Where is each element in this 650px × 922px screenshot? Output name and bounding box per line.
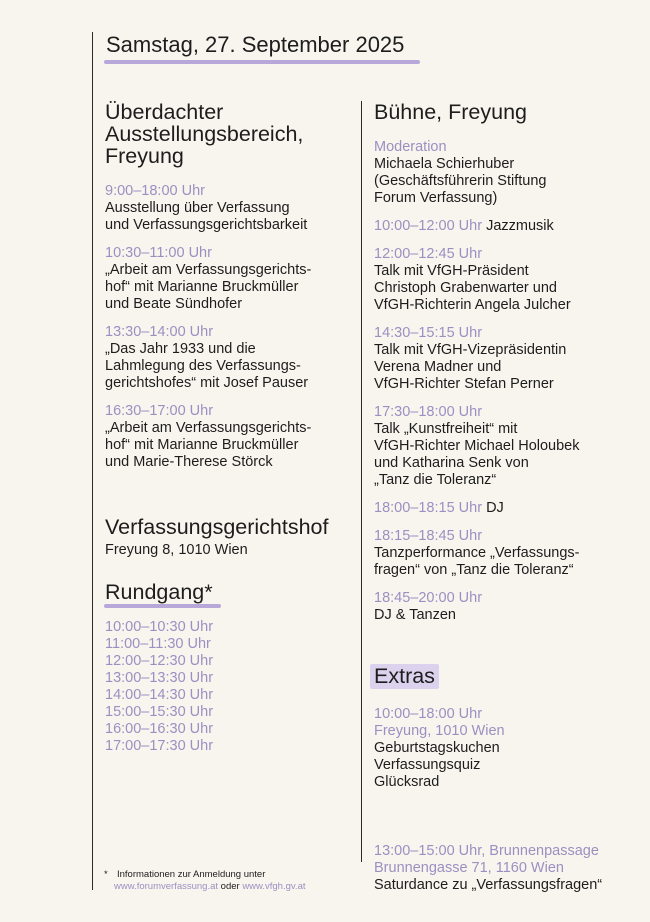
entry-line: „Arbeit am Verfassungsgerichts- xyxy=(105,262,312,278)
footnote-text: Informationen zur Anmeldung unter xyxy=(116,869,266,880)
rundgang-time: 12:00–12:30 Uhr xyxy=(105,653,214,669)
saturdance-location: Brunnengasse 71, 1160 Wien xyxy=(374,860,564,876)
section-title-line: Freyung xyxy=(105,144,184,168)
program-entry xyxy=(374,218,636,235)
footnote-link-forumverfassung[interactable]: www.forumverfassung.at xyxy=(114,881,219,892)
saturdance-text: Saturdance zu „Verfassungsfragen“ xyxy=(374,877,603,893)
extras-title: Extras xyxy=(370,664,439,689)
entry-line: Talk mit VfGH-Präsident xyxy=(374,263,529,279)
saturdance-time: 13:00–15:00 Uhr, Brunnenpassage xyxy=(374,843,599,859)
entry-time: 18:00–18:15 Uhr xyxy=(374,500,483,516)
program-entry xyxy=(374,404,636,489)
section-title-ausstellung xyxy=(105,101,355,167)
entry-line: hof“ mit Marianne Bruckmüller xyxy=(105,437,299,453)
extras-title-wrap xyxy=(374,664,439,689)
entry-line: VfGH-Richter Stefan Perner xyxy=(374,376,554,392)
entry-line: Talk mit VfGH-Vizepräsidentin xyxy=(374,342,567,358)
entry-time: 18:15–18:45 Uhr xyxy=(374,528,483,544)
rundgang-list xyxy=(105,619,213,755)
entry-time: 9:00–18:00 Uhr xyxy=(105,183,205,199)
entry-line: „Arbeit am Verfassungsgerichts- xyxy=(105,420,312,436)
left-column xyxy=(105,101,355,482)
entry-inline-text: Jazzmusik xyxy=(486,218,554,234)
extras-block xyxy=(374,706,505,791)
program-entry xyxy=(105,245,355,313)
entry-line: Ausstellung über Verfassung xyxy=(105,200,290,216)
extras-item: Geburtstagskuchen xyxy=(374,740,500,756)
entry-line: gerichtshofes“ mit Josef Pauser xyxy=(105,375,309,391)
entry-line: „Tanz die Toleranz“ xyxy=(374,472,497,488)
vfgh-address: Freyung 8, 1010 Wien xyxy=(105,542,248,558)
entry-line: Verena Madner und xyxy=(374,359,502,375)
entry-line: und Beate Sündhofer xyxy=(105,296,243,312)
rundgang-time: 11:00–11:30 Uhr xyxy=(105,636,211,652)
moderation-line: Michaela Schierhuber xyxy=(374,156,515,172)
rundgang-time: 15:00–15:30 Uhr xyxy=(105,704,214,720)
saturdance-block xyxy=(374,843,602,894)
entry-line: hof“ mit Marianne Bruckmüller xyxy=(105,279,299,295)
entry-time: 12:00–12:45 Uhr xyxy=(374,246,483,262)
rundgang-time: 14:00–14:30 Uhr xyxy=(105,687,214,703)
program-entry xyxy=(374,325,636,393)
footnote-link-vfgh[interactable]: www.vfgh.gv.at xyxy=(242,881,306,892)
program-entry xyxy=(105,183,355,234)
vfgh-title: Verfassungsgerichtshof xyxy=(105,515,329,539)
rundgang-time: 16:00–16:30 Uhr xyxy=(105,721,214,737)
moderation-line: (Geschäftsführerin Stiftung xyxy=(374,173,547,189)
column-divider xyxy=(361,101,362,862)
extras-location: Freyung, 1010 Wien xyxy=(374,723,505,739)
entry-line: Christoph Grabenwarter und xyxy=(374,280,557,296)
entry-line: Talk „Kunstfreiheit“ mit xyxy=(374,421,518,437)
entry-line: fragen“ von „Tanz die Toleranz“ xyxy=(374,562,574,578)
moderation-block xyxy=(374,139,636,207)
rundgang-time: 17:00–17:30 Uhr xyxy=(105,738,214,754)
moderation-label: Moderation xyxy=(374,139,447,155)
entry-inline-text: DJ xyxy=(486,500,504,516)
entry-line: DJ & Tanzen xyxy=(374,607,456,623)
left-margin-rule xyxy=(92,32,93,890)
entry-line: VfGH-Richterin Angela Julcher xyxy=(374,297,571,313)
extras-item: Glücksrad xyxy=(374,774,440,790)
entry-time: 18:45–20:00 Uhr xyxy=(374,590,483,606)
entry-time: 13:30–14:00 Uhr xyxy=(105,324,214,340)
moderation-line: Forum Verfassung) xyxy=(374,190,498,206)
entry-time: 10:00–12:00 Uhr xyxy=(374,218,483,234)
footnote-or: oder xyxy=(220,881,240,892)
footnote xyxy=(104,869,306,893)
program-entry xyxy=(374,500,636,517)
extras-item: Verfassungsquiz xyxy=(374,757,481,773)
right-column xyxy=(374,101,636,635)
entry-line: Tanzperformance „Verfassungs- xyxy=(374,545,580,561)
entry-line: und Katharina Senk von xyxy=(374,455,529,471)
entry-line: „Das Jahr 1933 und die xyxy=(105,341,256,357)
section-title-line: Ausstellungsbereich, xyxy=(105,122,304,146)
program-entry xyxy=(374,590,636,624)
rundgang-time: 10:00–10:30 Uhr xyxy=(105,619,214,635)
footnote-marker: * xyxy=(104,869,108,880)
entry-time: 17:30–18:00 Uhr xyxy=(374,404,483,420)
extras-time: 10:00–18:00 Uhr xyxy=(374,706,483,722)
entry-time: 14:30–15:15 Uhr xyxy=(374,325,483,341)
rundgang-underline xyxy=(104,604,221,608)
program-entry xyxy=(105,324,355,392)
program-entry xyxy=(374,246,636,314)
program-entry xyxy=(105,403,355,471)
program-entry xyxy=(374,528,636,579)
entry-time: 10:30–11:00 Uhr xyxy=(105,245,212,261)
entry-line: und Marie-Therese Störck xyxy=(105,454,273,470)
rundgang-title: Rundgang* xyxy=(105,580,213,604)
section-title-buehne: Bühne, Freyung xyxy=(374,100,527,124)
section-title-line: Überdachter xyxy=(105,100,224,124)
rundgang-time: 13:00–13:30 Uhr xyxy=(105,670,214,686)
date-heading: Samstag, 27. September 2025 xyxy=(106,32,405,57)
entry-time: 16:30–17:00 Uhr xyxy=(105,403,214,419)
entry-line: Lahmlegung des Verfassungs- xyxy=(105,358,301,374)
entry-line: und Verfassungsgerichtsbarkeit xyxy=(105,217,308,233)
date-heading-underline xyxy=(104,60,420,64)
entry-line: VfGH-Richter Michael Holoubek xyxy=(374,438,580,454)
